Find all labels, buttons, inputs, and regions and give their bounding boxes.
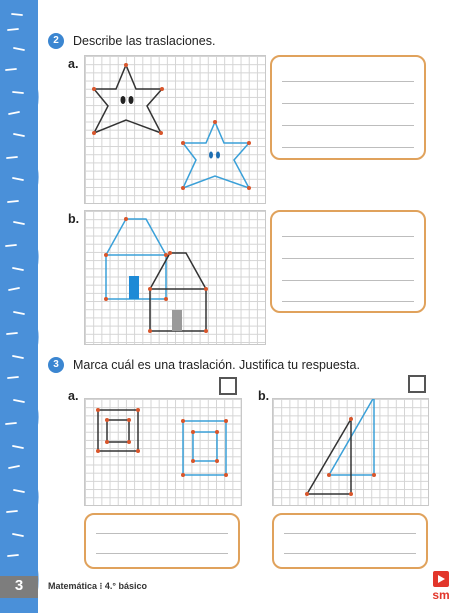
answer-line	[284, 553, 416, 554]
answer-box-3a[interactable]	[84, 513, 240, 569]
exercise-3-instruction: Marca cuál es una traslación. Justifica tu respuesta.	[73, 358, 360, 372]
grid-2b	[84, 210, 266, 345]
blue-nested-squares	[183, 421, 226, 475]
answer-line	[282, 103, 414, 104]
exercise-2a-label: a.	[68, 57, 79, 71]
exercise-3b-label: b.	[258, 389, 270, 403]
sm-logo-icon	[426, 570, 456, 590]
answer-line	[282, 301, 414, 302]
checkbox-3a[interactable]	[219, 377, 237, 395]
black-house	[148, 251, 208, 333]
black-star-eye-right	[129, 96, 134, 104]
answer-box-3b[interactable]	[272, 513, 428, 569]
answer-line	[96, 533, 228, 534]
answer-line	[282, 147, 414, 148]
book-title: Matemática ⁝ 4.° básico	[48, 581, 147, 591]
squares-drawing	[85, 399, 241, 505]
black-star-shape	[94, 65, 162, 133]
grid-3b	[272, 398, 429, 506]
exercise-2-number: 2	[48, 33, 64, 49]
page-footer	[0, 576, 474, 613]
grid-3a	[84, 398, 242, 506]
answer-line	[282, 125, 414, 126]
triangles-drawing	[273, 399, 428, 505]
exercise-2-instruction: Describe las traslaciones.	[73, 34, 216, 48]
strip-wavy-edge	[30, 0, 44, 613]
houses-drawing	[85, 211, 265, 344]
sm-logo	[426, 570, 456, 604]
answer-line	[284, 533, 416, 534]
black-triangle	[307, 419, 351, 494]
answer-line	[282, 258, 414, 259]
blue-star-eye-left	[209, 152, 213, 159]
answer-box-2a[interactable]	[270, 55, 426, 160]
stars-drawing	[85, 56, 265, 203]
answer-line	[282, 81, 414, 82]
answer-box-2b[interactable]	[270, 210, 426, 313]
page-number: 3	[14, 577, 24, 594]
exercise-3a-label: a.	[68, 389, 79, 403]
black-star-eye-left	[121, 96, 126, 104]
answer-line	[282, 236, 414, 237]
grid-2a	[84, 55, 266, 204]
exercise-3-number: 3	[48, 357, 64, 373]
checkbox-3b[interactable]	[408, 375, 426, 393]
blue-star-eye-right	[216, 152, 220, 159]
sm-logo-text: sm	[432, 588, 450, 602]
answer-line	[96, 553, 228, 554]
answer-line	[282, 280, 414, 281]
exercise-2b-label: b.	[68, 212, 80, 226]
black-nested-squares	[98, 410, 138, 451]
